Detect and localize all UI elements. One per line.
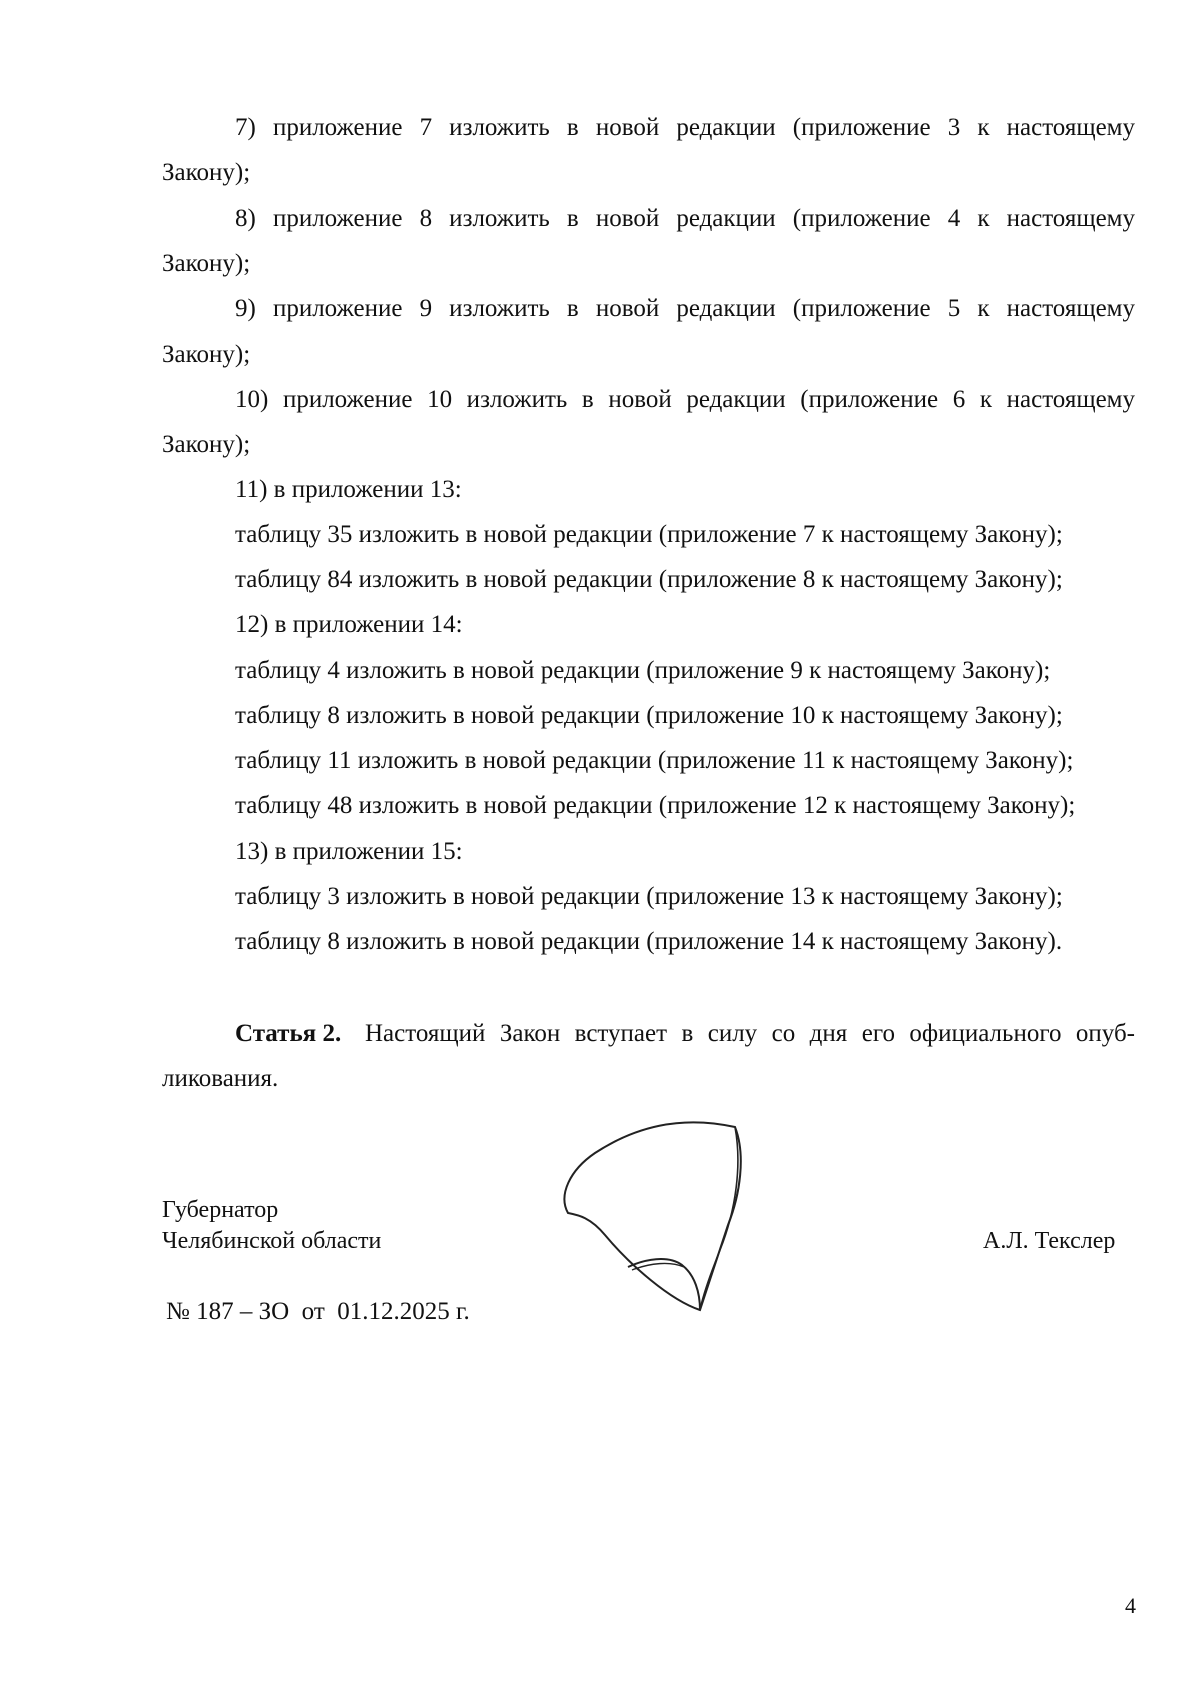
item-9-line-1: 9) приложение 9 изложить в новой редакции (приложение 5 к настоящему <box>235 295 1135 322</box>
item-7-line-1: 7) приложение 7 изложить в новой редакции (приложение 3 к настоящему <box>235 114 1135 141</box>
item-9-line-2: Закону); <box>162 341 251 368</box>
article-2-label: Статья 2. <box>235 1020 342 1047</box>
item-12-table-4: таблицу 4 изложить в новой редакции (приложение 9 к настоящему Закону); <box>235 657 1051 684</box>
item-10-line-2: Закону); <box>162 431 251 458</box>
law-number-date: № 187 – ЗО от 01.12.2025 г. <box>166 1298 470 1325</box>
item-11-table-35: таблицу 35 изложить в новой редакции (приложение 7 к настоящему Закону); <box>235 521 1063 548</box>
article-2-line-1 <box>235 1018 1135 1050</box>
signatory-name: А.Л. Текслер <box>983 1228 1116 1254</box>
item-7-line-2: Закону); <box>162 159 251 186</box>
item-12-table-11: таблицу 11 изложить в новой редакции (приложение 11 к настоящему Закону); <box>235 747 1074 774</box>
item-13-heading: 13) в приложении 15: <box>235 838 463 865</box>
item-10-line-1: 10) приложение 10 изложить в новой редакции (приложение 6 к настоящему <box>235 386 1135 413</box>
item-8-line-1: 8) приложение 8 изложить в новой редакции (приложение 4 к настоящему <box>235 205 1135 232</box>
item-12-table-48: таблицу 48 изложить в новой редакции (приложение 12 к настоящему Закону); <box>235 792 1076 819</box>
signatory-title <box>162 1195 381 1257</box>
signatory-title-line-1: Губернатор <box>162 1197 279 1223</box>
signatory-title-line-2: Челябинской области <box>162 1228 382 1254</box>
page-number: 4 <box>1125 1593 1136 1618</box>
article-2-line-2: ликования. <box>162 1065 279 1092</box>
item-11-heading: 11) в приложении 13: <box>235 476 462 503</box>
item-13-table-3: таблицу 3 изложить в новой редакции (приложение 13 к настоящему Закону); <box>235 883 1063 910</box>
item-13-table-8: таблицу 8 изложить в новой редакции (приложение 14 к настоящему Закону). <box>235 928 1063 955</box>
item-11-table-84: таблицу 84 изложить в новой редакции (приложение 8 к настоящему Закону); <box>235 566 1063 593</box>
item-12-table-8: таблицу 8 изложить в новой редакции (приложение 10 к настоящему Закону); <box>235 702 1063 729</box>
item-8-line-2: Закону); <box>162 250 251 277</box>
article-2-text: Настоящий Закон вступает в силу со дня его официального опуб- <box>365 1020 1135 1047</box>
item-12-heading: 12) в приложении 14: <box>235 611 463 638</box>
handwritten-signature <box>550 1115 750 1315</box>
